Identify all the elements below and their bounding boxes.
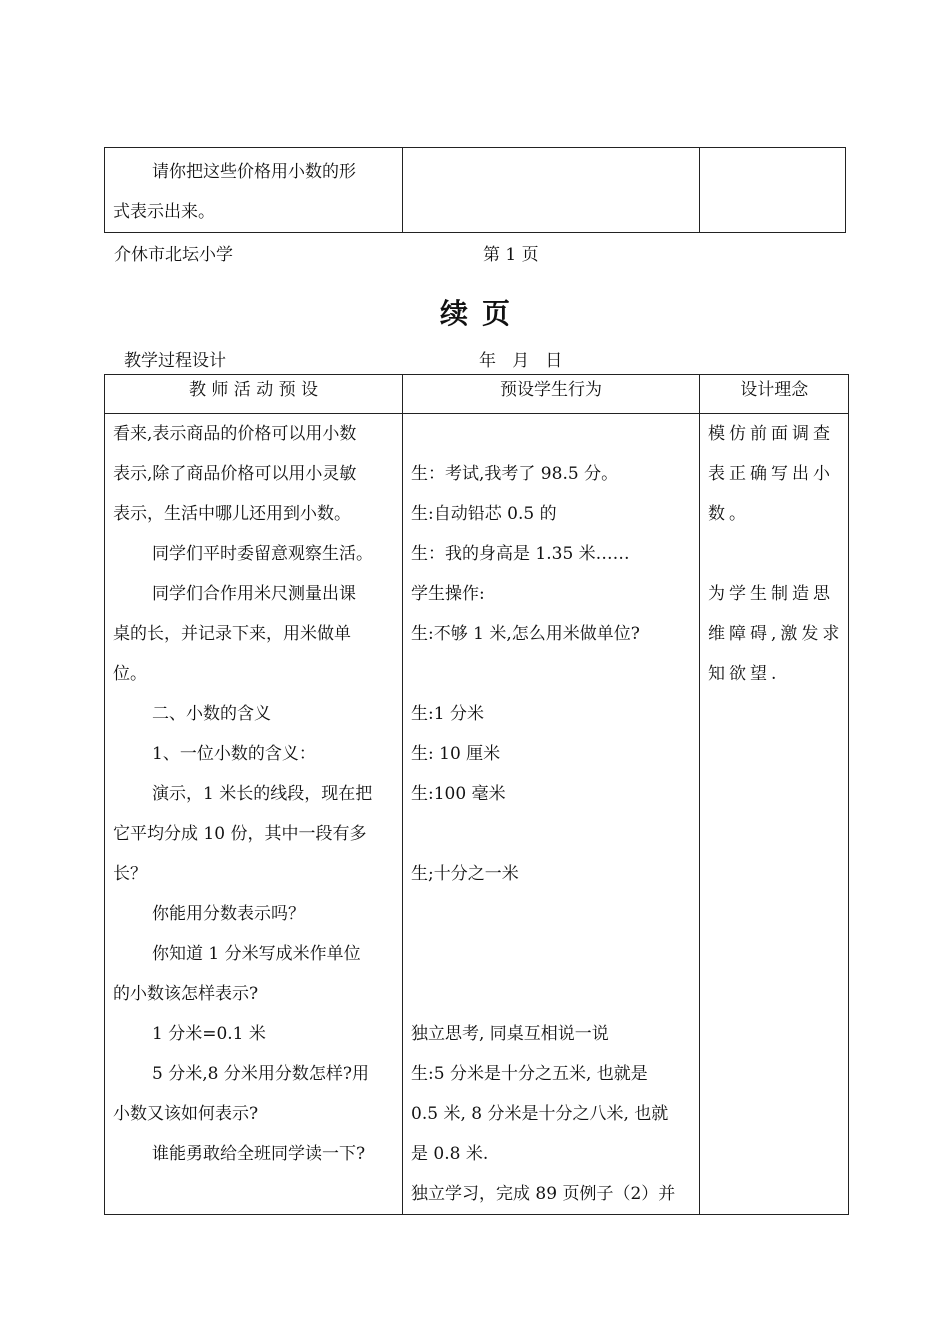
date-field: 年 月 日 [479, 351, 563, 371]
teacher-activity-line: 同学们合作用米尺测量出课 [152, 584, 356, 604]
student-behavior-line [411, 814, 694, 854]
teacher-activity-line: 表示，生活中哪儿还用到小数。 [113, 504, 351, 524]
top-teacher-line: 请你把这些价格用小数的形 [152, 162, 356, 182]
student-behavior-line [411, 414, 694, 454]
student-behavior-line: 生：我的身高是 1.35 米…… [411, 544, 630, 564]
design-concept-line: 维障碍,激发求 [708, 624, 844, 644]
teacher-activity-line: 小数又该如何表示? [113, 1104, 259, 1124]
teacher-activity-line: 你知道 1 分米写成米作单位 [152, 944, 361, 964]
design-concept-line: 为学生制造思 [708, 584, 834, 604]
teacher-activity-line: 演示，1 米长的线段，现在把 [152, 784, 373, 804]
teacher-activity-line: 的小数该怎样表示? [113, 984, 259, 1004]
teacher-activity-line: 同学们平时委留意观察生活。 [152, 544, 373, 564]
section-label: 教学过程设计 [124, 351, 226, 371]
top-teacher-cell [105, 148, 403, 233]
teacher-activity-line: 1 分米=0.1 米 [152, 1024, 266, 1044]
design-concept-cell [700, 414, 849, 1215]
teacher-activity-line: 看来,表示商品的价格可以用小数 [113, 424, 357, 444]
teacher-activity-line: 长？ [113, 864, 147, 884]
student-behavior-line: 是 0.8 米. [411, 1144, 489, 1164]
design-concept-line: 表正确写出小 [708, 464, 834, 484]
page-title: 续页 [439, 297, 524, 330]
teacher-activity-cell [105, 414, 403, 1215]
footer-school: 介休市北坛小学 [114, 245, 233, 265]
student-behavior-line: 0.5 米, 8 分米是十分之八米, 也就 [411, 1104, 669, 1124]
teacher-activity-line: 谁能勇敢给全班同学读一下? [152, 1144, 366, 1164]
footer-page-number: 第 1 页 [483, 245, 539, 265]
student-behavior-line [411, 654, 694, 694]
student-behavior-line [411, 974, 694, 1014]
student-behavior-cell [403, 414, 700, 1215]
header-student-behavior: 预设学生行为 [403, 375, 700, 414]
student-behavior-line: 学生操作: [411, 584, 485, 604]
student-behavior-line [411, 934, 694, 974]
student-behavior-line [411, 894, 694, 934]
top-student-cell [403, 148, 700, 233]
teacher-activity-line: 1、一位小数的含义： [152, 744, 316, 764]
teacher-activity-line: 它平均分成 10 份，其中一段有多 [113, 824, 367, 844]
header-design-concept: 设计理念 [700, 375, 849, 414]
student-behavior-line: 生: 10 厘米 [411, 744, 501, 764]
continuation-table [104, 147, 846, 233]
teacher-activity-line: 你能用分数表示吗？ [152, 904, 305, 924]
student-behavior-line: 生:自动铅芯 0.5 的 [411, 504, 557, 524]
lesson-process-table [104, 374, 849, 1215]
design-concept-line: 模仿前面调查 [708, 424, 834, 444]
student-behavior-line: 独立思考, 同桌互相说一说 [411, 1024, 609, 1044]
teacher-activity-line: 二、小数的含义 [152, 704, 271, 724]
student-behavior-line: 生：考试,我考了 98.5 分。 [411, 464, 619, 484]
teacher-activity-line: 位。 [113, 664, 147, 684]
student-behavior-line: 生:100 毫米 [411, 784, 506, 804]
teacher-activity-line: 表示,除了商品价格可以用小灵敏 [113, 464, 357, 484]
student-behavior-line: 生:5 分米是十分之五米, 也就是 [411, 1064, 648, 1084]
student-behavior-line: 生:不够 1 米,怎么用米做单位? [411, 624, 640, 644]
teacher-activity-line: 5 分米,8 分米用分数怎样?用 [152, 1064, 369, 1084]
design-concept-line [708, 534, 843, 574]
student-behavior-line: 生;十分之一米 [411, 864, 519, 884]
teacher-activity-line: 桌的长，并记录下来，用米做单 [113, 624, 351, 644]
design-concept-line: 数。 [708, 504, 750, 524]
top-design-cell [700, 148, 846, 233]
design-concept-line: 知欲望. [708, 664, 781, 684]
student-behavior-line: 独立学习，完成 89 页例子（2）并 [411, 1184, 676, 1204]
header-teacher-activity: 教 师 活 动 预 设 [105, 375, 403, 414]
top-teacher-line: 式表示出来。 [113, 202, 215, 222]
student-behavior-line: 生:1 分米 [411, 704, 484, 724]
